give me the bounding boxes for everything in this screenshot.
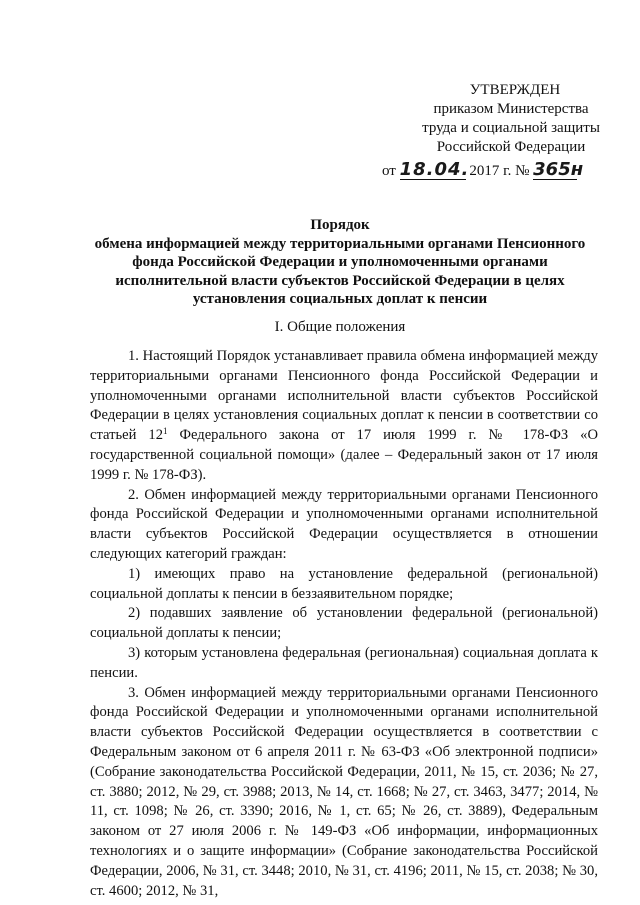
paragraph-1-text: 1. Настоящий Порядок устанавливает правила обмена информацией между территориальными органами Пенсионного фонда Российской Федерации и уполномоченными органами исполнительной власти субъектов Российской Федерации в целях установления социальных доплат к пенсии в соответствии со статьей 12	[90, 348, 598, 444]
paragraph-1	[90, 347, 598, 486]
approval-heading: УТВЕРЖДЕН	[469, 82, 561, 98]
paragraph-2-item-3: 3) которым установлена федеральная (региональная) социальная доплата к пенсии.	[90, 644, 598, 681]
date-prefix: от	[382, 163, 396, 179]
paragraph-2-item-1: 1) имеющих право на установление федеральной (региональной) социальной доплаты к пенсии в беззаявительном порядке;	[90, 565, 598, 602]
document-title	[70, 216, 610, 309]
approval-date-line	[382, 161, 626, 181]
title-line-2: обмена информацией между территориальными органами Пенсионного	[94, 235, 586, 252]
title-line-5: установления социальных доплат к пенсии	[192, 291, 488, 307]
document-body	[90, 347, 598, 901]
paragraph-3: 3. Обмен информацией между территориальными органами Пенсионного фонда Российской Федерации и уполномоченными органами исполнительной власти субъектов Российской Федерации осуществляется в соответствии с Федеральным законом от 6 апреля 2011 г. № 63-ФЗ «Об электронной подписи» (Собрание законодательства Российской Федерации, 2011, № 15, ст. 2036; № 27, ст. 3880; 2012, № 29, ст. 3988; 2013, № 14, ст. 1668; № 27, ст. 3463, 3477; 2014, № 11, ст. 1098; № 26, ст. 3390; 2016, № 1, ст. 65; № 26, ст. 3889), Федеральным законом от 27 июля 2006 г. № 149-ФЗ «Об информации, информационных технологиях и о защите информации» (Собрание законодательства Российской Федерации, 2006, № 31, ст. 3448; 2010, № 31, ст. 4196; 2011, № 15, ст. 2038; № 30, ст. 4600; 2012, № 31,	[90, 684, 598, 899]
approval-line-3: Российской Федерации	[436, 139, 586, 155]
approval-line-2: труда и социальной защиты	[422, 120, 600, 136]
paragraph-1-text-cont: Федерального закона от 17 июля 1999 г. № 178-ФЗ «О государственной социальной помощи» (далее – Федеральный закон от 17 июля 1999 г. № 178-ФЗ).	[90, 427, 598, 483]
title-line-4: исполнительной власти субъектов Российской Федерации в целях	[115, 272, 565, 289]
superscript: 1	[163, 426, 168, 437]
handwritten-date: 18.04.	[399, 159, 470, 180]
handwritten-order-number: 365н	[533, 159, 584, 180]
paragraph-2: 2. Обмен информацией между территориальными органами Пенсионного фонда Российской Федерации и уполномоченными органами исполнительной власти субъектов Российской Федерации осуществляется в отношении следующих категорий граждан:	[90, 486, 598, 562]
year-text: 2017 г. №	[469, 163, 530, 179]
approval-line-1: приказом Министерства	[433, 101, 589, 117]
title-line-1: Порядок	[310, 217, 370, 233]
section-heading: I. Общие положения	[274, 319, 406, 335]
paragraph-2-item-2: 2) подавших заявление об установлении федеральной (региональной) социальной доплаты к пенсии;	[90, 605, 598, 642]
title-line-3: фонда Российской Федерации и уполномоченными органами	[132, 254, 548, 270]
approval-stamp	[382, 81, 626, 181]
